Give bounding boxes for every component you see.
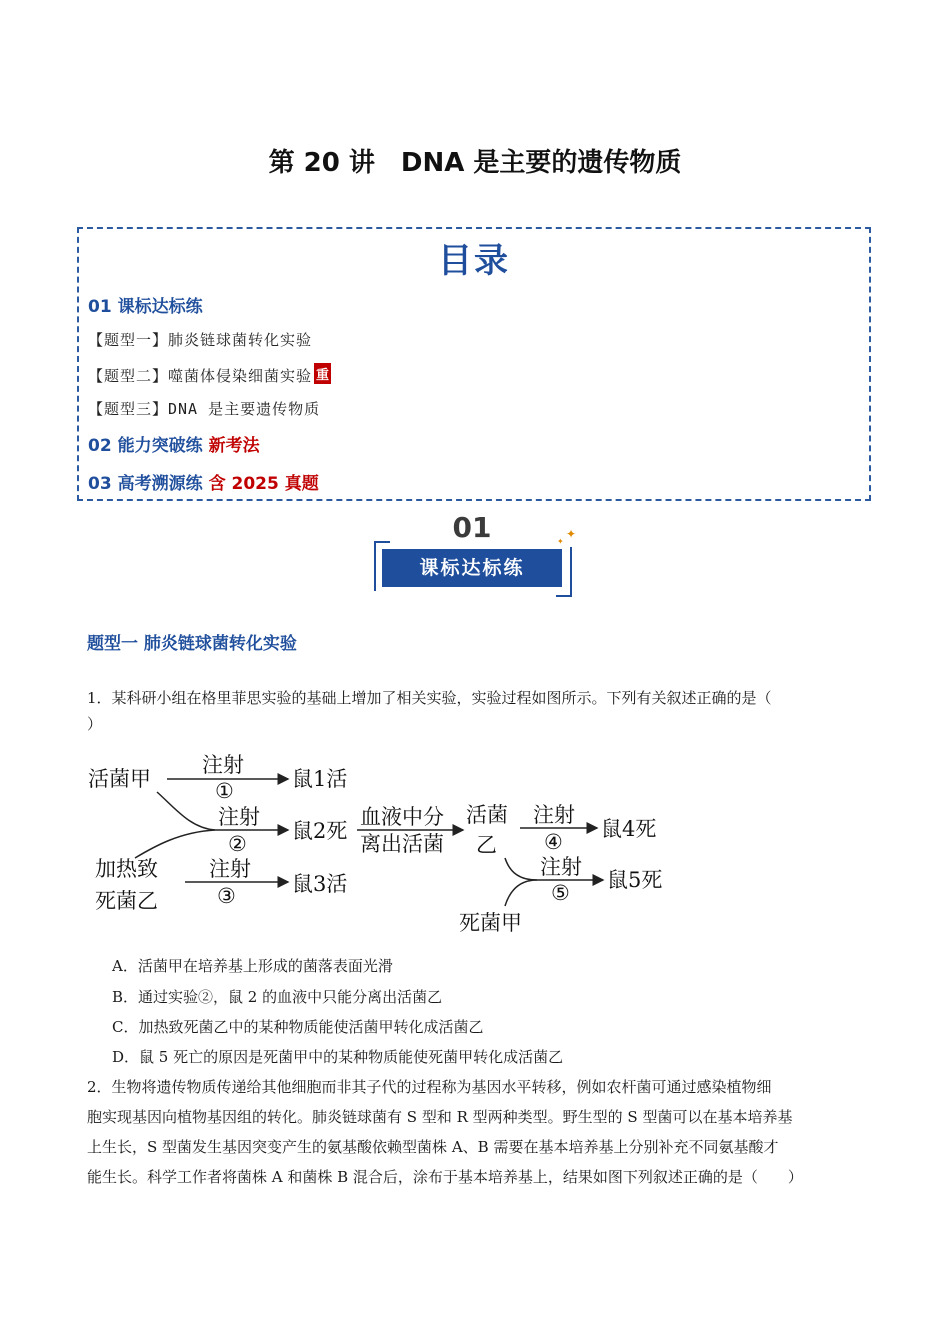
question-1-stem <box>87 683 867 739</box>
question-1-stem-line: ） <box>87 715 103 733</box>
heated-bacteria-b-label: 加热致 <box>95 857 158 881</box>
step-1-label: ① <box>215 779 234 803</box>
toc-section-02[interactable] <box>88 431 260 456</box>
experiment-diagram <box>85 748 685 938</box>
blood-isolation-label-2: 离出活菌 <box>360 832 444 856</box>
live-bacteria-a-label: 活菌甲 <box>88 767 151 791</box>
toc-item-type-3[interactable] <box>88 398 320 419</box>
blood-isolation-label: 血液中分 <box>360 805 444 829</box>
mouse-3-label: 鼠3活 <box>292 872 348 896</box>
toc-section-tag: 新考法 <box>208 436 260 456</box>
curve-from-live-b <box>505 858 537 880</box>
toc-section-tag: 含 2025 真题 <box>208 474 319 494</box>
inject-label-4: 注射 <box>533 803 575 827</box>
curve-from-dead-a <box>505 880 537 906</box>
option-c[interactable]: C．加热致死菌乙中的某种物质能使活菌甲转化成活菌乙 <box>112 1018 484 1036</box>
inject-label-2: 注射 <box>218 805 260 829</box>
key-point-badge: 重 <box>314 363 331 384</box>
inject-label-5: 注射 <box>540 855 582 879</box>
curve-from-live-a <box>157 792 215 830</box>
question-1-stem-line: 1．某科研小组在格里菲思实验的基础上增加了相关实验，实验过程如图所示。下列有关叙述正确的是（ <box>87 689 772 707</box>
toc-section-label: 02 能力突破练 <box>88 436 203 456</box>
step-2-label: ② <box>228 832 247 856</box>
table-of-contents <box>77 227 871 501</box>
mouse-2-label: 鼠2死 <box>292 819 348 843</box>
question-2-line: 胞实现基因向植物基因组的转化。肺炎链球菌有 S 型和 R 型两种类型。野生型的 S 型菌可以在基本培养基 <box>87 1108 793 1126</box>
mouse-5-label: 鼠5死 <box>607 868 663 892</box>
inject-label-1: 注射 <box>202 753 244 777</box>
section-banner <box>370 511 582 591</box>
banner-label: 课标达标练 <box>382 549 562 587</box>
option-b[interactable]: B．通过实验②，鼠 2 的血液中只能分离出活菌乙 <box>112 988 443 1006</box>
banner-number: 01 <box>452 511 492 544</box>
question-2-line: 能生长。科学工作者将菌株 A 和菌株 B 混合后，涂布于基本培养基上，结果如图下列叙述正确的是（ ） <box>87 1168 803 1186</box>
mouse-1-label: 鼠1活 <box>292 767 348 791</box>
question-2-line: 上生长，S 型菌发生基因突变产生的氨基酸依赖型菌株 A、B 需要在基本培养基上分别补充不同氨基酸才 <box>87 1138 779 1156</box>
live-bacteria-b-label-2: 乙 <box>476 833 497 857</box>
toc-heading: 目录 <box>438 241 510 281</box>
step-4-label: ④ <box>544 830 563 854</box>
sparkle-icon: ✦ <box>566 527 577 541</box>
document-title: 第 20 讲 DNA 是主要的遗传物质 <box>268 148 682 178</box>
toc-item-type-2[interactable] <box>88 363 331 386</box>
step-5-label: ⑤ <box>551 881 570 905</box>
dead-bacteria-a-label: 死菌甲 <box>459 911 522 935</box>
live-bacteria-b-label: 活菌 <box>466 803 508 827</box>
mouse-4-label: 鼠4死 <box>601 817 657 841</box>
toc-section-03[interactable] <box>88 469 319 494</box>
sparkle-icon-small: ✦ <box>557 537 564 546</box>
question-2-line: 2．生物将遗传物质传递给其他细胞而非其子代的过程称为基因水平转移，例如农杆菌可通过感染植物细 <box>87 1078 772 1096</box>
toc-item-label: 【题型一】肺炎链球菌转化实验 <box>88 331 313 349</box>
toc-section-label: 03 高考溯源练 <box>88 474 203 494</box>
toc-section-01[interactable] <box>88 292 203 317</box>
toc-item-label: 【题型二】噬菌体侵染细菌实验 <box>88 367 313 385</box>
toc-section-label: 01 课标达标练 <box>88 297 203 317</box>
toc-item-type-1[interactable] <box>88 329 312 350</box>
heated-bacteria-b-label-2: 死菌乙 <box>95 889 158 913</box>
option-a[interactable]: A．活菌甲在培养基上形成的菌落表面光滑 <box>112 957 393 975</box>
section-heading: 题型一 肺炎链球菌转化实验 <box>87 634 297 654</box>
option-d[interactable]: D．鼠 5 死亡的原因是死菌甲中的某种物质能使死菌甲转化成活菌乙 <box>112 1048 564 1066</box>
question-2-stem <box>87 1072 867 1192</box>
step-3-label: ③ <box>217 884 236 908</box>
inject-label-3: 注射 <box>209 857 251 881</box>
toc-item-label: 【题型三】DNA 是主要遗传物质 <box>88 400 321 418</box>
curve-from-heated-b <box>135 830 215 858</box>
